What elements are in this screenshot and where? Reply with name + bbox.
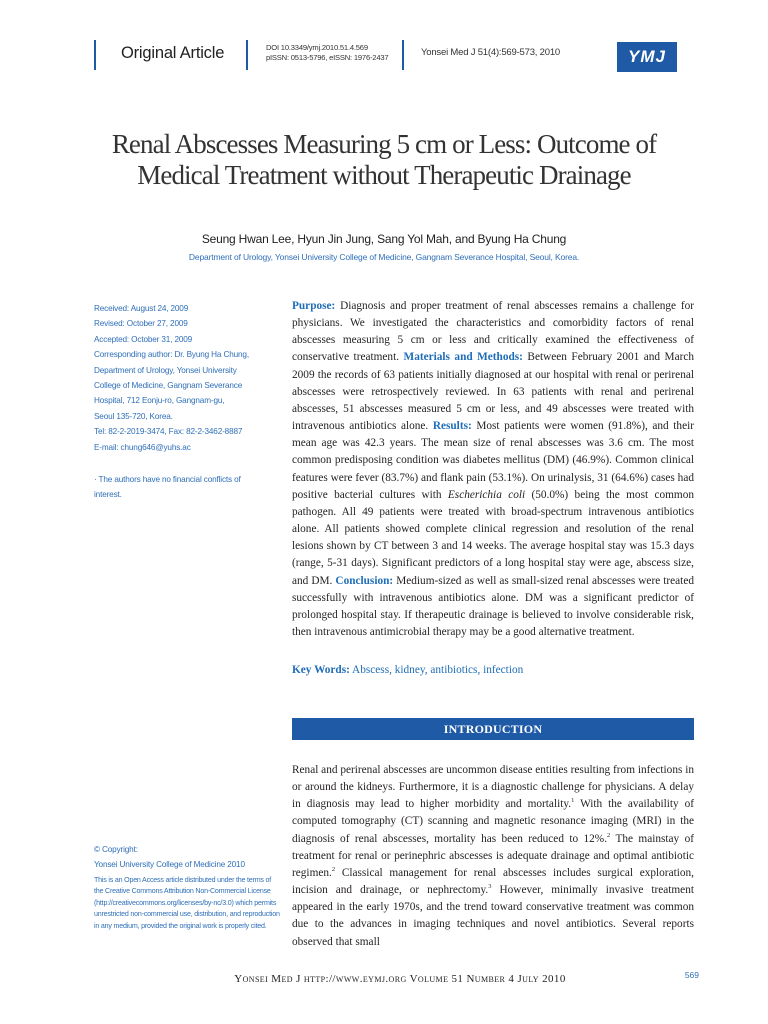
license-text: This is an Open Access article distributed under the terms of the Creative Commons Attribution Non-Commercial License (http://creativecommons.org/licenses/by-nc/3.0) which permits unrestricted non-commercial use, distribution, and reproduction in any medium, provided the original work is properly cited. — [94, 876, 280, 930]
page-number: 569 — [684, 970, 699, 980]
journal-reference: Yonsei Med J 51(4):569-573, 2010 — [421, 47, 561, 58]
keywords — [292, 664, 523, 676]
author-address-line: Department of Urology, Yonsei University — [94, 365, 237, 375]
copyright-holder: Yonsei University College of Medicine 2010 — [94, 860, 245, 869]
page-footer: Yonsei Med J http://www.eymj.org Volume 51 Number 4 July 2010 — [234, 973, 566, 985]
article-type: Original Article — [121, 44, 225, 62]
title-line-2: Medical Treatment without Therapeutic Drainage — [137, 160, 631, 190]
keywords-label: Key Words: — [292, 664, 350, 676]
accepted-date: Accepted: October 31, 2009 — [94, 334, 193, 344]
results-label: Results: — [432, 420, 472, 433]
doi-line: DOI 10.3349/ymj.2010.51.4.569 — [266, 43, 368, 52]
citation-ref[interactable]: 2 — [331, 866, 336, 874]
section-heading-introduction: INTRODUCTION — [292, 718, 694, 740]
purpose-text: Diagnosis and proper treatment of renal abscesses remains a challenge for physicians. We investigated the characteristics and comorbidity factors of renal abscesses measuring 5 cm or less and critically examined the effectiveness of conservative treatment. — [292, 300, 694, 364]
conflict-statement — [94, 472, 274, 503]
intro-text: However, minimally invasive treatment appeared in the early 1970s, and the trend toward conservative treatment was common due to the advances in imaging techniques and novel antibiotics. Several reports observed that small — [292, 884, 694, 948]
affiliation: Department of Urology, Yonsei University College of Medicine, Gangnam Severance Hospital, Seoul, Korea. — [188, 252, 580, 262]
copyright-notice — [94, 842, 280, 872]
header-divider-middle — [246, 40, 248, 70]
methods-label: Materials and Methods: — [403, 351, 523, 364]
phone-fax: Tel: 82-2-2019-3474, Fax: 82-2-3462-8887 — [94, 427, 243, 437]
results-text: (50.0%) being the most common pathogen. All 49 patients were treated with broad-spectrum intravenous antibiotics alone. All patients showed complete clinical regression and resolution of the renal lesions shown by CT between 3 and 14 weeks. The average hospital stay was 15.3 days (range, 5-31 days). Significant predictors of a long hospital stay were age, abscess size, and DM. — [292, 488, 694, 587]
citation-ref[interactable]: 1 — [571, 797, 575, 805]
revised-date: Revised: October 27, 2009 — [94, 319, 188, 329]
conclusion-label: Conclusion: — [335, 574, 394, 587]
intro-text: Renal and perirenal abscesses are uncommon disease entities resulting from infections in or around the kidneys. Furthermore, it is a diagnostic challenge for physicians. A delay in diagnosis may lead to higher morbidity and mortality. — [292, 764, 694, 811]
conflict-line: · The authors have no financial conflicts of — [94, 475, 241, 484]
author-list: Seung Hwan Lee, Hyun Jin Jung, Sang Yol Mah, and Byung Ha Chung — [201, 232, 567, 246]
issn-line: pISSN: 0513-5796, eISSN: 1976-2437 — [266, 53, 389, 62]
methods-text: Between February 2001 and March 2009 the records of 63 patients initially diagnosed at our hospital with renal or perirenal abscesses were retrospectively reviewed. In 63 patients with renal and perirenal abscesses, 51 abscesses measured 5 cm or less, and 49 abscesses were treated with intravenous antibiotics alone. — [292, 351, 695, 433]
results-text: Most patients were women (91.8%), and their mean age was 42.3 years. The mean size of renal abscesses was 3.6 cm. The most common predisposing condition was diabetes mellitus (DM) (46.9%). Common clinical features were fever (83.7%) and flank pain (53.1%). On urinalysis, 31 (64.6%) cases had positive bacterial cultures with — [292, 420, 694, 501]
doi-block — [266, 43, 388, 63]
author-address-line: Hospital, 712 Eonju-ro, Gangnam-gu, — [94, 396, 225, 406]
received-date: Received: August 24, 2009 — [94, 304, 189, 313]
corresponding-author: Corresponding author: Dr. Byung Ha Chung, — [94, 350, 249, 360]
citation-ref[interactable]: 2 — [607, 831, 611, 839]
header-divider-right — [402, 40, 404, 70]
intro-text: The mainstay of treatment for renal or perinephric abscesses is adequate drainage and optimal antibiotic regimen. — [292, 832, 694, 879]
author-address-line: College of Medicine, Gangnam Severance — [94, 381, 243, 391]
copyright-label: © Copyright: — [94, 845, 138, 854]
pathogen-name: Escherichia coli — [447, 488, 526, 501]
abstract — [292, 298, 694, 641]
citation-ref[interactable]: 3 — [488, 883, 492, 891]
article-info-sidebar — [94, 301, 274, 455]
journal-logo: YMJ — [617, 42, 677, 72]
conflict-line: interest. — [94, 490, 122, 500]
header-divider-left — [94, 40, 96, 70]
title-line-1: Renal Abscesses Measuring 5 cm or Less: Outcome of — [111, 129, 657, 159]
author-address-line: Seoul 135-720, Korea. — [94, 411, 173, 421]
intro-text: Classical management for renal abscesses includes surgical exploration, incision and drainage, or nephrectomy. — [292, 866, 694, 897]
conclusion-text: Medium-sized as well as small-sized renal abscesses were treated successfully with intravenous antibiotics alone. DM was a significant predictor of prolonged hospital stay. If therapeutic drainage is believed to involve considerable risk, then intravenous antimicrobial therapy may be a good alternative treatment. — [292, 574, 694, 638]
article-title — [60, 129, 708, 191]
keywords-text: Abscess, kidney, antibiotics, infection — [349, 664, 524, 676]
purpose-label: Purpose: — [292, 300, 336, 312]
introduction-body — [292, 762, 694, 951]
intro-text: With the availability of computed tomography (CT) scanning and magnetic resonance imaging (MRI) in the diagnosis of renal abscesses, mortality has been reduced to 12%. — [292, 798, 694, 845]
email-link[interactable]: E-mail: chung646@yuhs.ac — [94, 442, 191, 452]
